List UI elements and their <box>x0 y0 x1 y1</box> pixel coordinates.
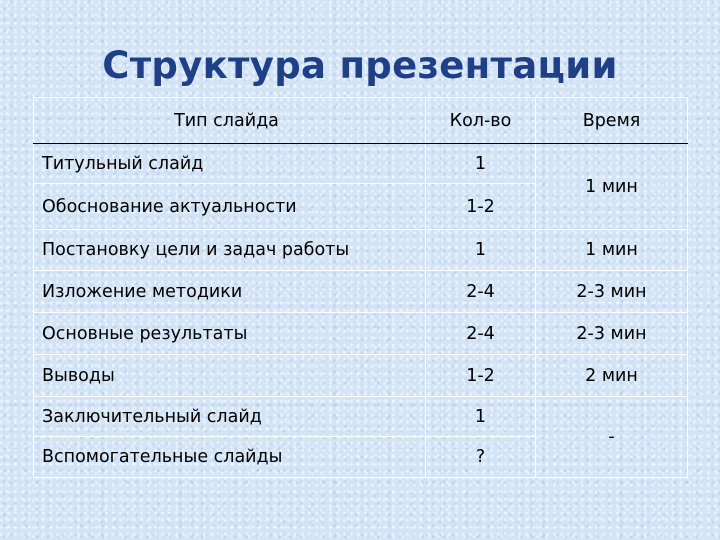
cell-slide-type: Основные результаты <box>34 313 426 355</box>
cell-slide-type: Выводы <box>34 355 426 397</box>
cell-slide-type: Вспомогательные слайды <box>34 437 426 478</box>
cell-count: 1 <box>426 397 536 437</box>
cell-slide-type: Заключительный слайд <box>34 397 426 437</box>
cell-slide-type: Изложение методики <box>34 271 426 313</box>
cell-time: 1 мин <box>536 230 688 271</box>
cell-count: 1-2 <box>426 184 536 230</box>
header-count: Кол-во <box>426 98 536 144</box>
table-row <box>34 144 688 184</box>
cell-time: 2-3 мин <box>536 271 688 313</box>
cell-count: 2-4 <box>426 313 536 355</box>
cell-time-merged: - <box>536 397 688 478</box>
cell-time-merged: 1 мин <box>536 144 688 230</box>
cell-count: 1 <box>426 230 536 271</box>
slide-title: Структура презентации <box>102 44 618 87</box>
cell-count: 1-2 <box>426 355 536 397</box>
cell-count: 1 <box>426 144 536 184</box>
table-row <box>34 230 688 271</box>
cell-slide-type: Обоснование актуальности <box>34 184 426 230</box>
cell-count: ? <box>426 437 536 478</box>
header-slide-type: Тип слайда <box>34 98 426 144</box>
cell-time: 2-3 мин <box>536 313 688 355</box>
cell-slide-type: Постановку цели и задач работы <box>34 230 426 271</box>
cell-count: 2-4 <box>426 271 536 313</box>
cell-slide-type: Титульный слайд <box>34 144 426 184</box>
header-time: Время <box>536 98 688 144</box>
table-row <box>34 271 688 313</box>
cell-time: 2 мин <box>536 355 688 397</box>
table-row <box>34 397 688 437</box>
table-row <box>34 313 688 355</box>
presentation-structure-table <box>33 97 688 478</box>
table-row <box>34 355 688 397</box>
table-header-row <box>34 98 688 144</box>
